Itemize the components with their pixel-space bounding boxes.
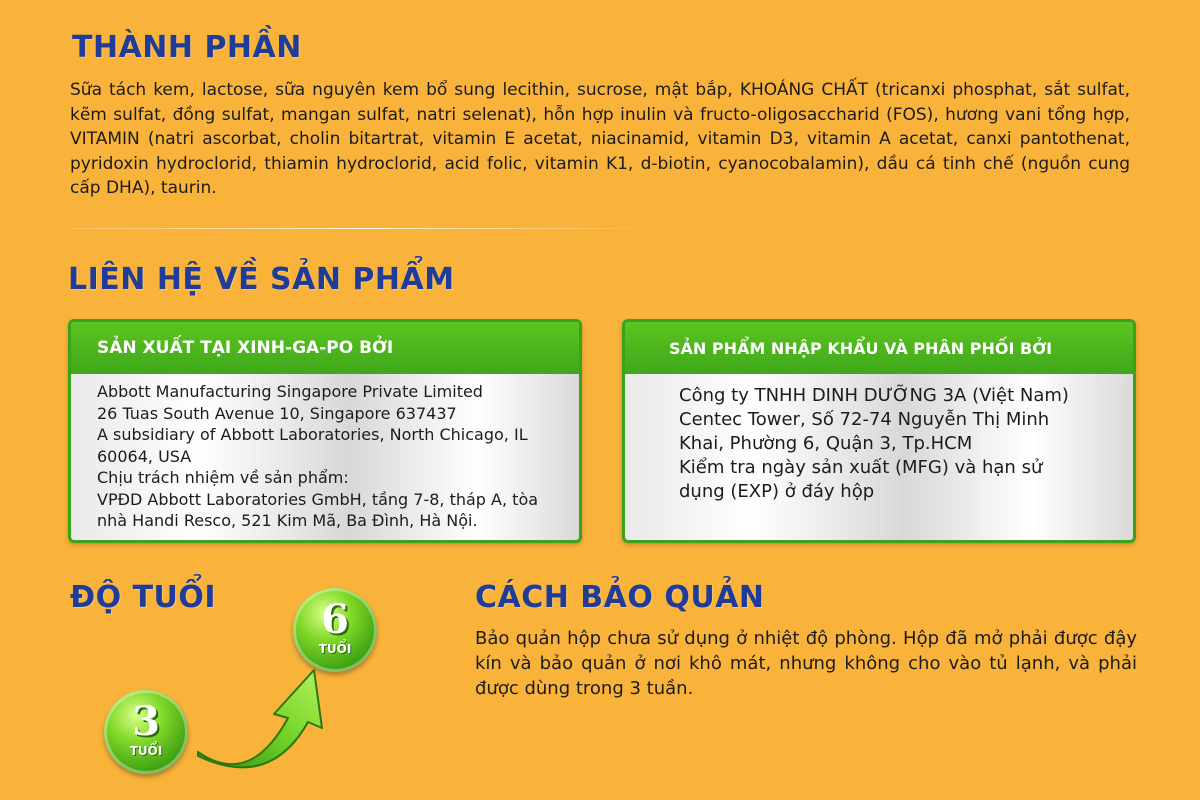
manufacturer-line: Chịu trách nhiệm về sản phẩm: (97, 468, 349, 487)
section-divider (70, 228, 660, 229)
ingredients-heading: THÀNH PHẦN (72, 30, 302, 65)
distributor-card-body (625, 374, 1133, 504)
distributor-line: Centec Tower, Số 72-74 Nguyễn Thị Minh Khai, Phường 6, Quận 3, Tp.HCM (679, 409, 1050, 454)
storage-text: Bảo quản hộp chưa sử dụng ở nhiệt độ phòng. Hộp đã mở phải được đậy kín và bảo quản ở nơi khô mát, nhưng không cho vào tủ lạnh, và phải được dùng trong 3 tuần. (475, 628, 1137, 699)
storage-heading: CÁCH BẢO QUẢN (475, 580, 765, 615)
contact-heading: LIÊN HỆ VỀ SẢN PHẨM (68, 262, 455, 297)
distributor-card-header: SẢN PHẨM NHẬP KHẨU VÀ PHÂN PHỐI BỞI (625, 322, 1133, 374)
manufacturer-line: VPĐD Abbott Laboratories GmbH, tầng 7-8, tháp A, tòa nhà Handi Resco, 521 Kim Mã, Ba Đình, Hà Nội. (97, 489, 539, 530)
age-badge-label: TUỔI (318, 642, 352, 656)
manufacturer-card (68, 319, 582, 543)
age-badge-label: TUỔI (129, 744, 163, 758)
manufacturer-card-header: SẢN XUẤT TẠI XINH-GA-PO BỞI (71, 322, 579, 374)
age-heading: ĐỘ TUỔI (70, 580, 217, 615)
age-badge-3 (104, 690, 188, 774)
manufacturer-line: Abbott Manufacturing Singapore Private Limited (97, 382, 483, 401)
ingredients-text: Sữa tách kem, lactose, sữa nguyên kem bổ sung lecithin, sucrose, mật bắp, KHOÁNG CHẤT (tricanxi phosphat, sắt sulfat, kẽm sulfat, đồng sulfat, mangan sulfat, natri selenat), hỗn hợp inulin và fructo-oligosaccharid (FOS), hương vani tổng hợp, VITAMIN (natri ascorbat, cholin bitartrat, vitamin E acetat, niacinamid, vitamin D3, vitamin A acetat, canxi pantothenat, pyridoxin hydroclorid, thiamin hydroclorid, acid folic, vitamin K1, d-biotin, cyanocobalamin), dầu cá tinh chế (nguồn cung cấp DHA), taurin. (70, 80, 1130, 198)
manufacturer-line: A subsidiary of Abbott Laboratories, North Chicago, IL 60064, USA (97, 425, 528, 466)
age-badge-number: 3 (132, 698, 160, 745)
age-badge-number: 6 (321, 596, 349, 643)
curved-up-arrow-icon (190, 660, 340, 780)
distributor-card (622, 319, 1136, 543)
distributor-line: Công ty TNHH DINH DƯỠNG 3A (Việt Nam) (679, 385, 1069, 406)
manufacturer-line: 26 Tuas South Avenue 10, Singapore 637437 (97, 403, 457, 423)
manufacturer-card-body (71, 374, 579, 532)
distributor-line: Kiểm tra ngày sản xuất (MFG) và hạn sử dụng (EXP) ở đáy hộp (679, 457, 1043, 502)
